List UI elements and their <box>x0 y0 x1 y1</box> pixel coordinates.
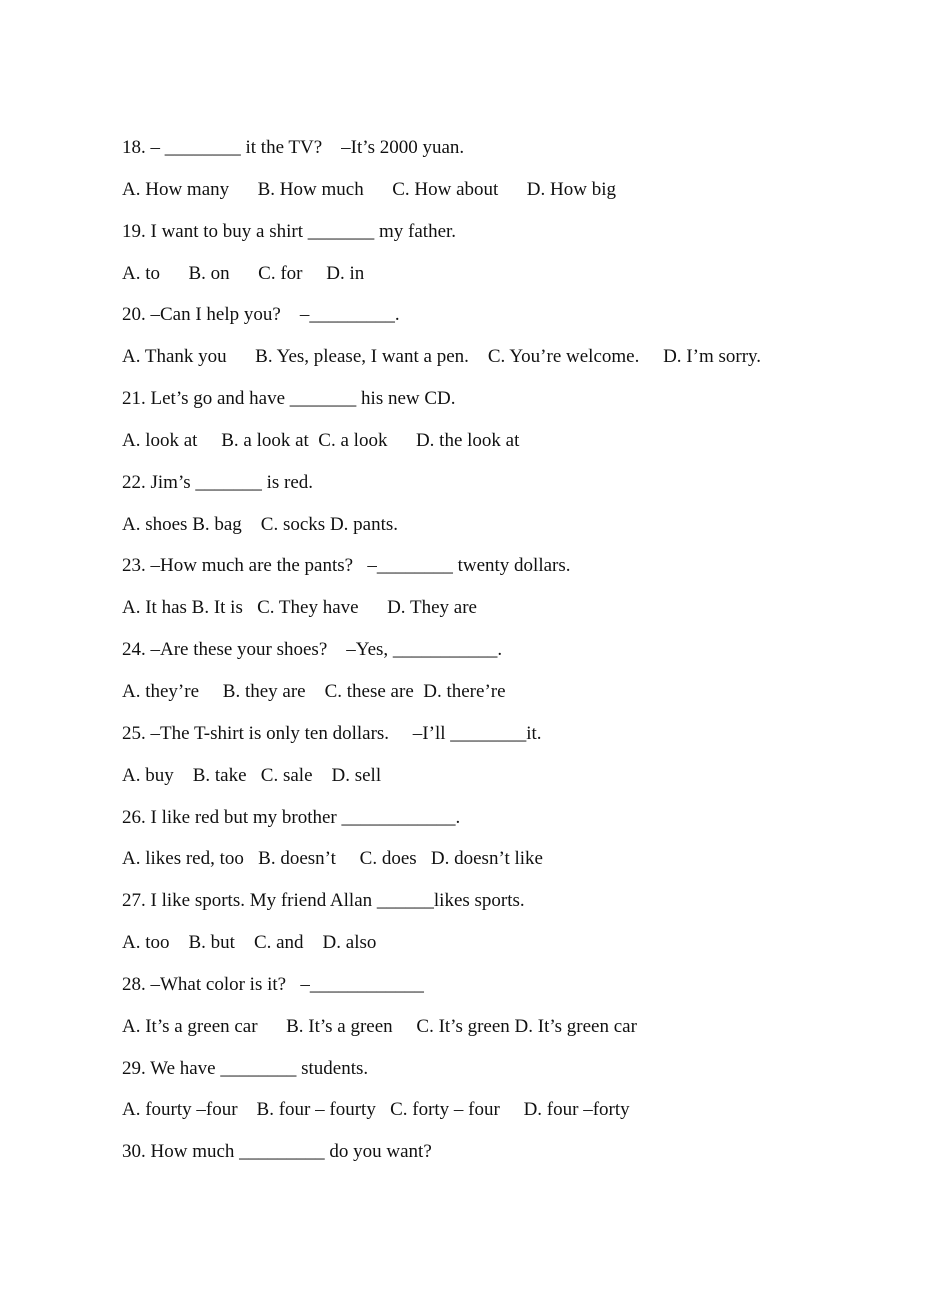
question-21-options: A. look at B. a look at C. a look D. the look at <box>122 429 520 451</box>
question-30-stem: 30. How much _________ do you want? <box>122 1141 432 1163</box>
question-23-stem: 23. –How much are the pants? –________ twenty dollars. <box>122 555 571 577</box>
question-25-options: A. buy B. take C. sale D. sell <box>122 764 382 786</box>
question-26-stem: 26. I like red but my brother ____________. <box>122 806 461 828</box>
question-22-stem: 22. Jim’s _______ is red. <box>122 471 314 493</box>
question-27-stem: 27. I like sports. My friend Allan ______likes sports. <box>122 890 525 912</box>
question-24-options: A. they’re B. they are C. these are D. there’re <box>122 680 506 702</box>
question-list <box>122 134 842 1180</box>
question-28-stem: 28. –What color is it? –____________ <box>122 973 424 995</box>
question-28-options: A. It’s a green car B. It’s a green C. It’s green D. It’s green car <box>122 1015 637 1037</box>
question-29-stem: 29. We have ________ students. <box>122 1057 369 1079</box>
question-18-options: A. How many B. How much C. How about D. How big <box>122 178 616 200</box>
question-27-options: A. too B. but C. and D. also <box>122 932 377 954</box>
question-23-options: A. It has B. It is C. They have D. They are <box>122 597 477 619</box>
question-20-stem: 20. –Can I help you? –_________. <box>122 304 400 326</box>
question-21-stem: 21. Let’s go and have _______ his new CD. <box>122 388 456 410</box>
question-25-stem: 25. –The T-shirt is only ten dollars. –I’ll ________it. <box>122 722 542 744</box>
question-26-options: A. likes red, too B. doesn’t C. does D. doesn’t like <box>122 848 543 870</box>
question-20-options: A. Thank you B. Yes, please, I want a pen. C. You’re welcome. D. I’m sorry. <box>122 346 762 368</box>
question-22-options: A. shoes B. bag C. socks D. pants. <box>122 513 399 535</box>
question-29-options: A. fourty –four B. four – fourty C. forty – four D. four –forty <box>122 1099 630 1121</box>
question-24-stem: 24. –Are these your shoes? –Yes, ___________. <box>122 639 503 661</box>
question-19-stem: 19. I want to buy a shirt _______ my father. <box>122 220 457 242</box>
question-19-options: A. to B. on C. for D. in <box>122 262 365 284</box>
question-18-stem: 18. – ________ it the TV? –It’s 2000 yuan. <box>122 137 465 158</box>
